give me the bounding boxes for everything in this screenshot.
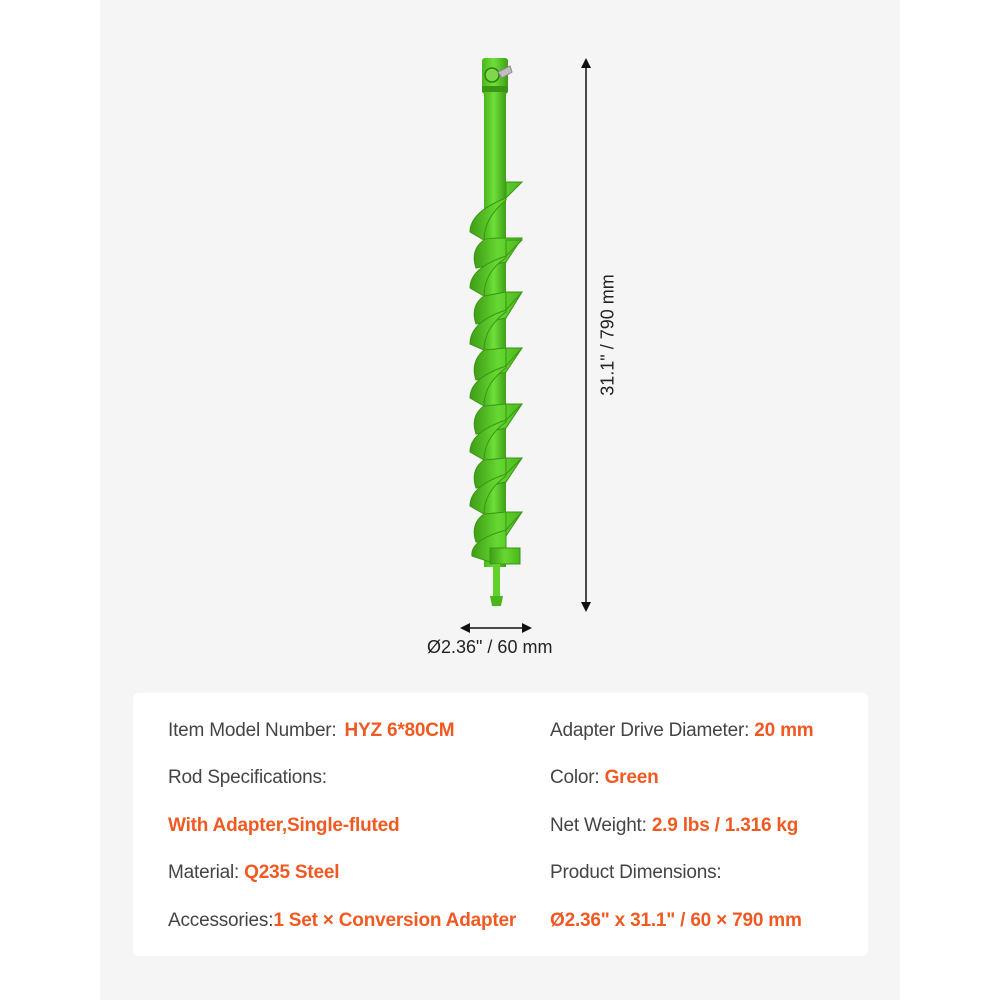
spec-weight-label: Net Weight: [550, 815, 647, 836]
spec-color-value: Green [604, 767, 659, 788]
spec-model-number [168, 720, 454, 742]
spec-accessories [168, 910, 516, 932]
spec-accessories-label: Accessories: [168, 910, 274, 931]
spec-net-weight [550, 815, 798, 837]
spec-color [550, 767, 659, 789]
spec-adapter-diameter [550, 720, 814, 742]
spec-dimensions-label: Product Dimensions: [550, 862, 722, 883]
spec-model-label: Item Model Number: [168, 720, 337, 741]
spec-dimensions-value-row [550, 910, 802, 932]
spec-color-label: Color: [550, 767, 600, 788]
adapter-collar [482, 58, 512, 94]
spec-rod-value-row [168, 815, 399, 837]
spec-rod-value: With Adapter,Single-fluted [168, 815, 400, 836]
length-dimension-arrow [581, 58, 591, 612]
spec-accessories-value: 1 Set × Conversion Adapter [273, 910, 517, 931]
auger-tip [490, 564, 503, 606]
spec-weight-value: 2.9 lbs / 1.316 kg [651, 815, 799, 836]
spec-adapter-label: Adapter Drive Diameter: [550, 720, 750, 741]
spec-material [168, 862, 339, 884]
spec-rod-label: Rod Specifications: [168, 767, 327, 788]
spec-material-label: Material: [168, 862, 240, 883]
spec-adapter-value: 20 mm [754, 720, 814, 741]
spec-rod [168, 767, 327, 789]
spec-material-value: Q235 Steel [244, 862, 340, 883]
spec-dimensions-value: Ø2.36" x 31.1" / 60 × 790 mm [550, 910, 802, 931]
length-dimension-label: 31.1" / 790 mm [597, 274, 618, 396]
diameter-dimension-arrow [460, 623, 532, 633]
diameter-dimension-label: Ø2.36" / 60 mm [427, 637, 553, 657]
spec-model-value: HYZ 6*80CM [344, 720, 455, 741]
spec-dimensions [550, 862, 722, 884]
